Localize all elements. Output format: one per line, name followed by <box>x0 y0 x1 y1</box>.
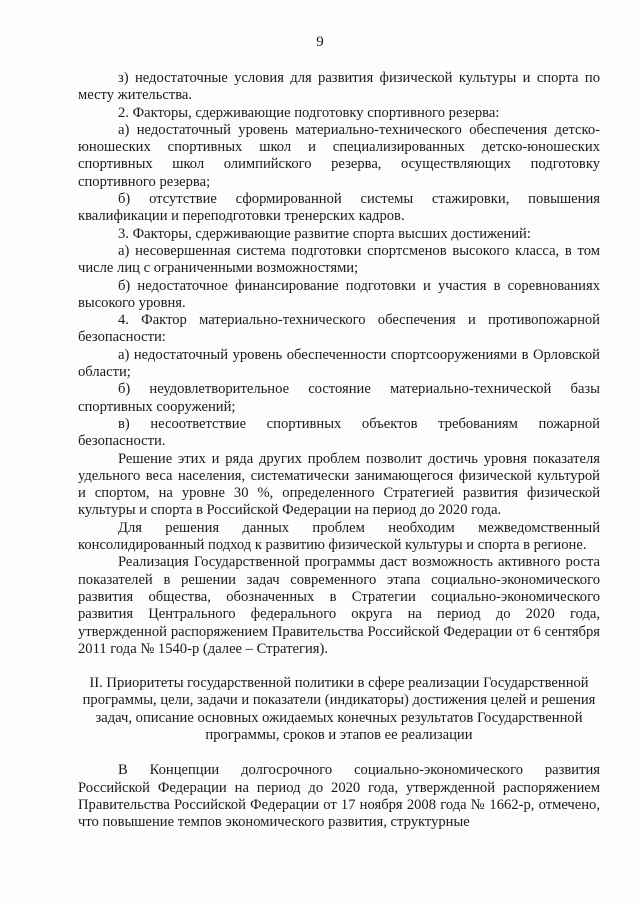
paragraph: а) недостаточный уровень материально-технического обеспечения детско-юношеских спортивных школ и специализированных детско-юношеских спортивных школ олимпийского резерва, осуществляющих подготовку спортивного резерва; <box>78 121 600 190</box>
paragraph: в) несоответствие спортивных объектов требованиям пожарной безопасности. <box>78 415 600 450</box>
paragraph: з) недостаточные условия для развития физической культуры и спорта по месту жительства. <box>78 70 600 104</box>
paragraph: 4. Фактор материально-технического обеспечения и противопожарной безопасности: <box>78 312 600 346</box>
paragraph: В Концепции долгосрочного социально-экономического развития Российской Федерации на период до 2020 года, утвержденной распоряжением Правительства Российской Федерации от 17 ноября 2008 года № 1662-р, отмечено, что повышение темпов экономического развития, структурные <box>78 762 600 831</box>
page-number: 9 <box>316 34 324 50</box>
paragraph: а) несовершенная система подготовки спортсменов высокого класса, в том числе лиц с ограниченными возможностями; <box>78 242 600 277</box>
section-heading: II. Приоритеты государственной политики в сфере реализации Государственной программы, цели, задачи и показатели (индикаторы) достижения целей и решения задач, описание основных ожидаемых конечных результатов Государственной программы, сроков и этапов ее реализации <box>82 675 596 743</box>
paragraph: Для решения данных проблем необходим межведомственный консолидированный подход к развитию физической культуры и спорта в регионе. <box>78 519 600 554</box>
paragraph: б) отсутствие сформированной системы стажировки, повышения квалификации и переподготовки тренерских кадров. <box>78 191 600 225</box>
document-body <box>78 70 600 831</box>
paragraph: а) недостаточный уровень обеспеченности спортсооружениями в Орловской области; <box>78 346 600 381</box>
paragraph: б) недостаточное финансирование подготовки и участия в соревнованиях высокого уровня. <box>78 277 600 311</box>
paragraph: б) неудовлетворительное состояние материально-технической базы спортивных сооружений; <box>78 381 600 415</box>
paragraph: 3. Факторы, сдерживающие развитие спорта высших достижений: <box>118 225 531 242</box>
paragraph: 2. Факторы, сдерживающие подготовку спортивного резерва: <box>118 104 500 121</box>
paragraph: Реализация Государственной программы даст возможность активного роста показателей в решении задач современного этапа социально-экономического развития общества, обозначенных в Стратегии социально-экономического развития Центрального федерального округа на период до 2020 года, утвержденной распоряжением Правительства Российской Федерации от 6 сентября 2011 года № 1540-р (далее – Стратегия). <box>78 554 600 657</box>
paragraph: Решение этих и ряда других проблем позволит достичь уровня показателя удельного веса населения, систематически занимающегося физической культурой и спортом, на уровне 30 %, определенного Стратегией развития физической культуры и спорта в Российской Федерации на период до 2020 года. <box>78 450 600 519</box>
